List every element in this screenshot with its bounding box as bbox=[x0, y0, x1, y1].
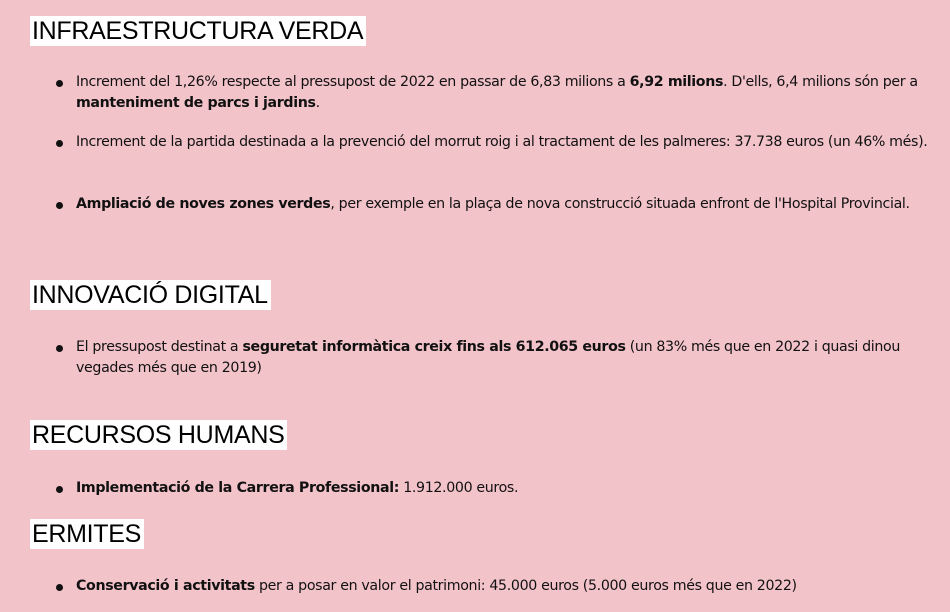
text: Increment de la partida destinada a la prevenció del morrut roig i al tractament de les palmeres: 37.738 euros (un 46% més). bbox=[76, 134, 928, 150]
text: Increment del 1,26% respecte al pressupost de 2022 en passar de 6,83 milions a bbox=[76, 74, 630, 90]
bold-text: manteniment de parcs i jardins bbox=[76, 95, 316, 111]
heading-infraestructura-verda: INFRAESTRUCTURA VERDA bbox=[30, 16, 366, 46]
text: El pressupost destinat a bbox=[76, 339, 243, 355]
list-item bbox=[76, 478, 938, 499]
list-item bbox=[76, 72, 938, 114]
text: per a posar en valor el patrimoni: 45.000 euros (5.000 euros més que en 2022) bbox=[254, 578, 797, 594]
text: (un 83% més que en 2022 i quasi dinou vegades més que en 2019) bbox=[76, 339, 900, 376]
bold-text: Conservació i activitats bbox=[76, 578, 255, 594]
list-item bbox=[76, 132, 938, 153]
text: , per exemple en la plaça de nova construcció situada enfront de l'Hospital Provincial. bbox=[330, 196, 910, 212]
text: . D'ells, 6,4 milions són per a bbox=[723, 74, 918, 90]
text: 1.912.000 euros. bbox=[399, 480, 519, 496]
list-item bbox=[76, 194, 938, 215]
heading-recursos-humans: RECURSOS HUMANS bbox=[30, 420, 287, 450]
heading-ermites: ERMITES bbox=[30, 519, 144, 549]
bold-text: Implementació de la Carrera Professional: bbox=[76, 480, 400, 496]
heading-innovacio-digital: INNOVACIÓ DIGITAL bbox=[30, 280, 271, 310]
text: . bbox=[315, 95, 320, 111]
bold-text: Ampliació de noves zones verdes bbox=[76, 196, 331, 212]
bold-text: seguretat informàtica creix fins als 612.065 euros bbox=[242, 339, 626, 355]
list-item bbox=[76, 337, 938, 379]
list-item bbox=[76, 576, 938, 597]
bold-text: 6,92 milions bbox=[629, 74, 724, 90]
